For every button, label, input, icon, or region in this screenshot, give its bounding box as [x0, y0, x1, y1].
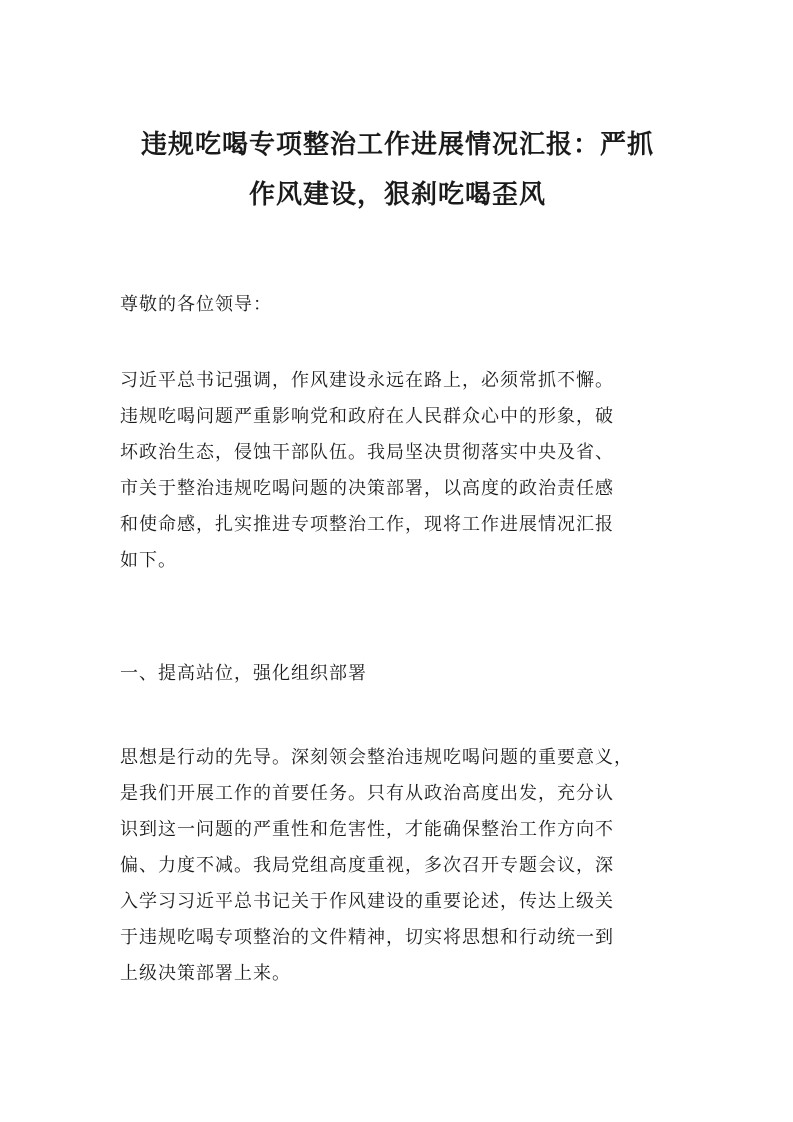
- paragraph-line: 识到这一问题的严重性和危害性，才能确保整治工作方向不: [120, 819, 614, 840]
- paragraph-line: 如下。: [120, 550, 177, 571]
- title-line: 违规吃喝专项整治工作进展情况汇报：严抓: [140, 130, 654, 160]
- paragraph-line: 思想是行动的先导。深刻领会整治违规吃喝问题的重要意义，: [120, 747, 633, 768]
- section-paragraph: [120, 740, 680, 992]
- paragraph-line: 和使命感，扎实推进专项整治工作，现将工作进展情况汇报: [120, 514, 614, 535]
- paragraph-line: 是我们开展工作的首要任务。只有从政治高度出发，充分认: [120, 783, 614, 804]
- paragraph-line: 坏政治生态，侵蚀干部队伍。我局坚决贯彻落实中央及省、: [120, 442, 614, 463]
- document-title: [110, 120, 685, 220]
- intro-paragraph: [120, 363, 680, 579]
- paragraph-line: 违规吃喝问题严重影响党和政府在人民群众心中的形象，破: [120, 406, 614, 427]
- paragraph-line: 于违规吃喝专项整治的文件精神，切实将思想和行动统一到: [120, 927, 614, 948]
- paragraph-line: 市关于整治违规吃喝问题的决策部署，以高度的政治责任感: [120, 478, 614, 499]
- title-line: 作风建设，狠刹吃喝歪风: [248, 180, 546, 210]
- section-heading: 一、提高站位，强化组织部署: [120, 663, 367, 684]
- paragraph-line: 入学习习近平总书记关于作风建设的重要论述，传达上级关: [120, 891, 614, 912]
- paragraph-line: 习近平总书记强调，作风建设永远在路上，必须常抓不懈。: [120, 370, 614, 391]
- salutation: 尊敬的各位领导：: [120, 294, 272, 315]
- paragraph-line: 偏、力度不减。我局党组高度重视，多次召开专题会议，深: [120, 855, 614, 876]
- paragraph-line: 上级决策部署上来。: [120, 963, 291, 984]
